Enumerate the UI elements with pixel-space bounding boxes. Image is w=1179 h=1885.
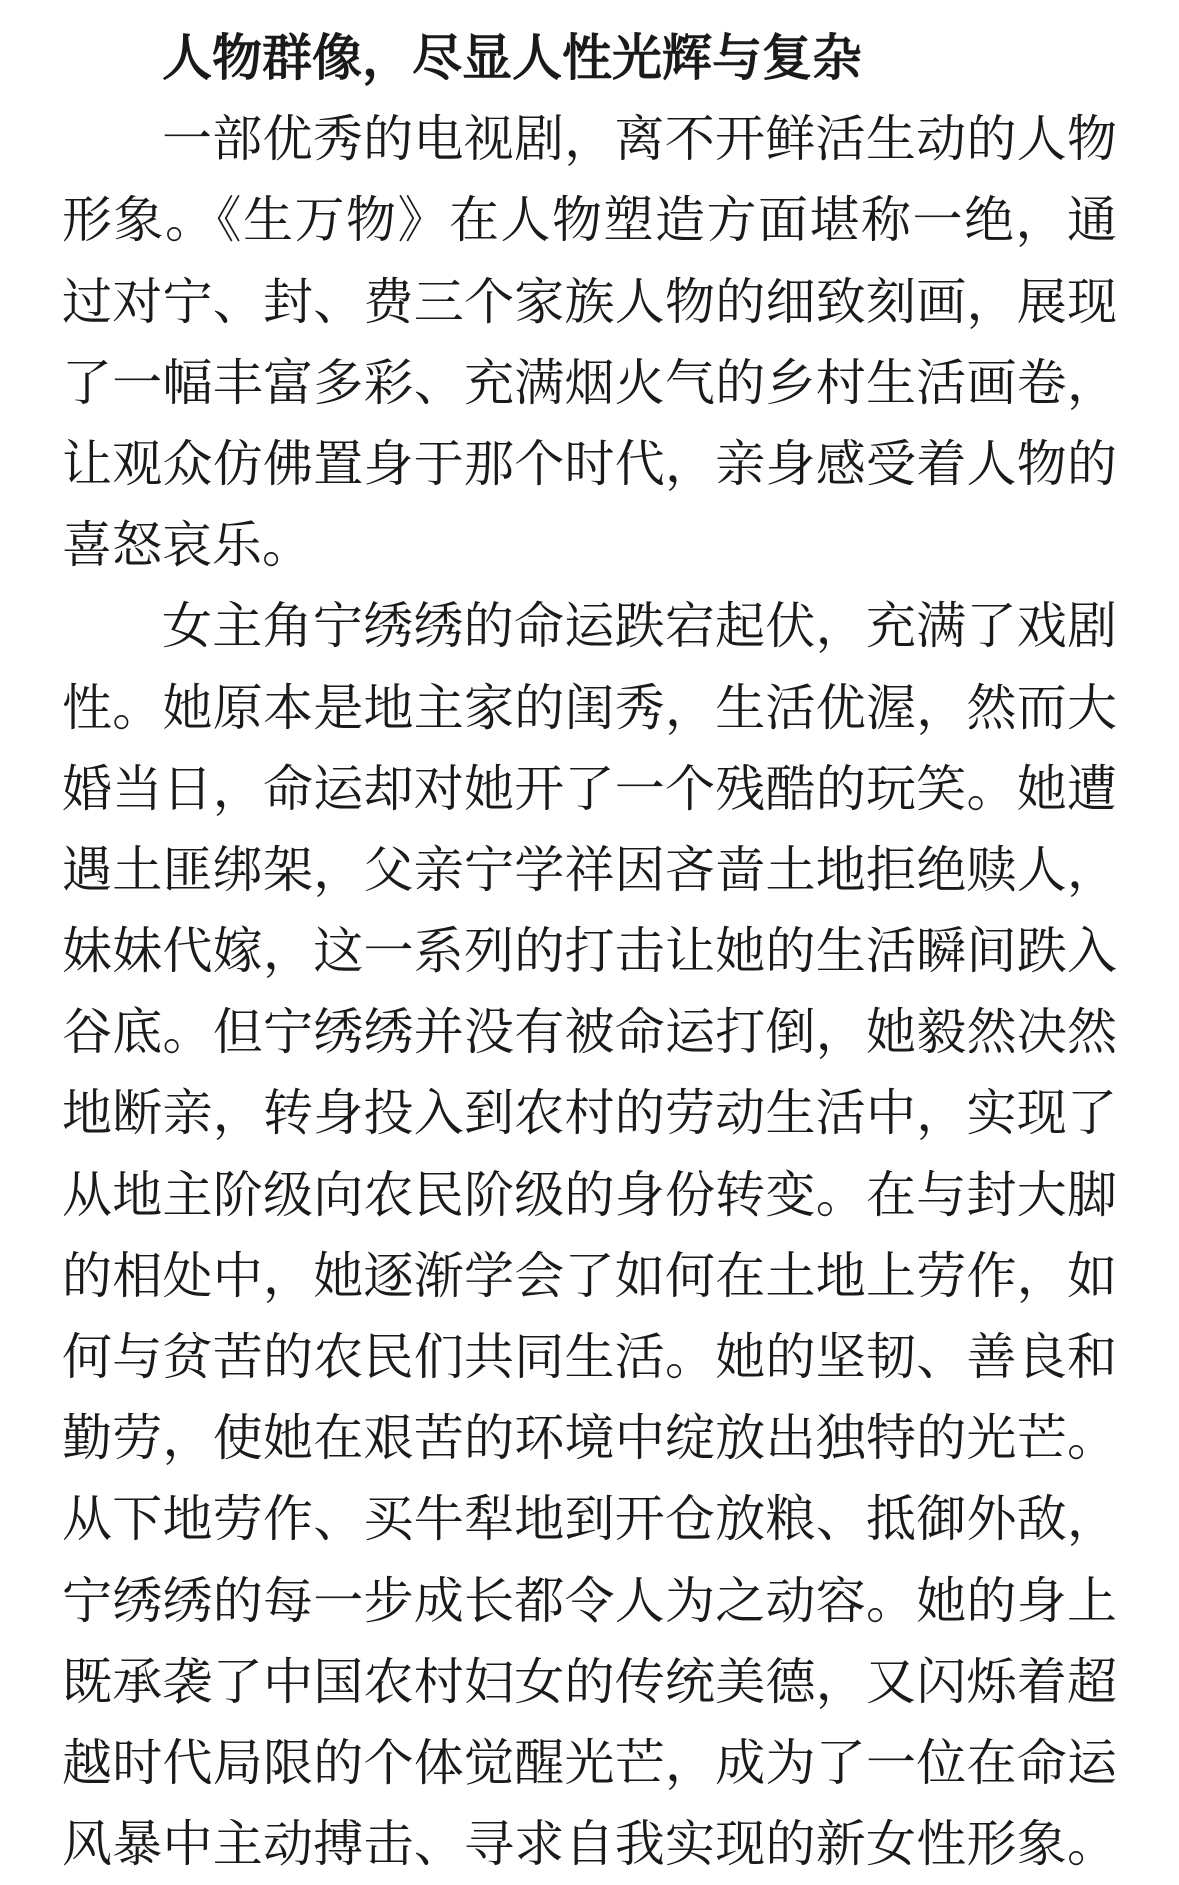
paragraph-line: 从地主阶级向农民阶级的身份转变。在与封大脚 — [62, 1165, 1117, 1224]
paragraph-line: 勤劳，使她在艰苦的环境中绽放出独特的光芒。 — [62, 1409, 1117, 1468]
paragraph-line: 妹妹代嫁，这一系列的打击让她的生活瞬间跌入 — [62, 922, 1117, 981]
paragraph-line: 婚当日，命运却对她开了一个残酷的玩笑。她遭 — [62, 759, 1117, 818]
paragraph-line: 一部优秀的电视剧，离不开鲜活生动的人物 — [162, 110, 1117, 169]
paragraph-line: 宁绣绣的每一步成长都令人为之动容。她的身上 — [62, 1571, 1117, 1630]
paragraph-line: 喜怒哀乐。 — [62, 516, 312, 575]
paragraph-2 — [62, 586, 1117, 1885]
paragraph-line: 女主角宁绣绣的命运跌宕起伏，充满了戏剧 — [162, 597, 1117, 656]
paragraph-line: 性。她原本是地主家的闺秀，生活优渥，然而大 — [62, 678, 1117, 737]
paragraph-line: 遇土匪绑架，父亲宁学祥因吝啬土地拒绝赎人， — [62, 840, 1117, 899]
paragraph-line: 地断亲，转身投入到农村的劳动生活中，实现了 — [62, 1084, 1117, 1143]
paragraph-line: 的相处中，她逐渐学会了如何在土地上劳作，如 — [62, 1246, 1117, 1305]
paragraph-line: 谷底。但宁绣绣并没有被命运打倒，她毅然决然 — [62, 1003, 1117, 1062]
paragraph-line: 从下地劳作、买牛犁地到开仓放粮、抵御外敌， — [62, 1490, 1117, 1549]
paragraph-1 — [62, 99, 1117, 586]
article-body — [62, 18, 1117, 1885]
paragraph-line: 了一幅丰富多彩、充满烟火气的乡村生活画卷， — [62, 353, 1117, 412]
paragraph-line: 风暴中主动搏击、寻求自我实现的新女性形象。 — [62, 1815, 1117, 1874]
paragraph-line: 何与贫苦的农民们共同生活。她的坚韧、善良和 — [62, 1328, 1117, 1386]
paragraph-line: 越时代局限的个体觉醒光芒，成为了一位在命运 — [62, 1733, 1117, 1792]
paragraph-line: 既承袭了中国农村妇女的传统美德，又闪烁着超 — [62, 1652, 1117, 1711]
paragraph-line: 形象。《生万物》在人物塑造方面堪称一绝，通 — [62, 191, 1117, 250]
section-heading: 人物群像，尽显人性光辉与复杂 — [162, 29, 862, 87]
paragraph-line: 让观众仿佛置身于那个时代，亲身感受着人物的 — [62, 434, 1117, 493]
paragraph-line: 过对宁、封、费三个家族人物的细致刻画，展现 — [62, 272, 1117, 331]
